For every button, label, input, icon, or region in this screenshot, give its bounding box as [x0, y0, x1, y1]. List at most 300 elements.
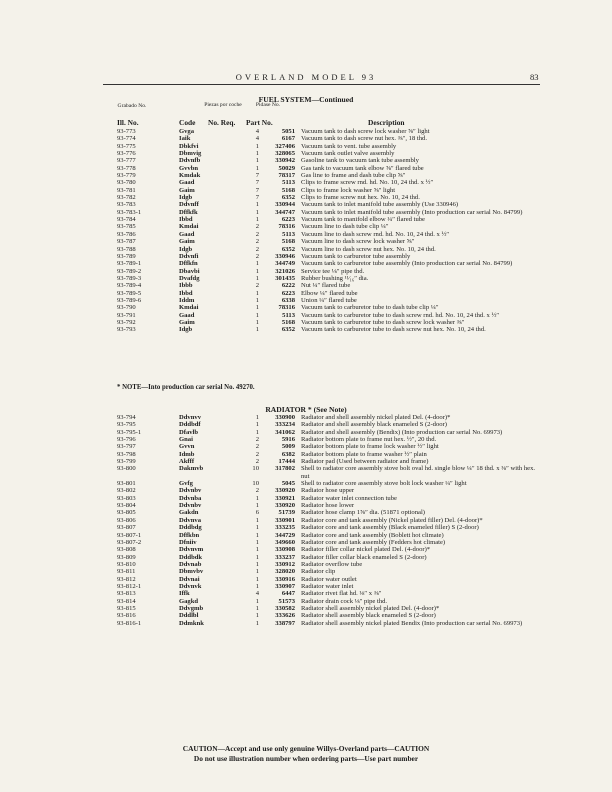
- description: Radiator shell assembly nickel plated Bendix (Into production car serial No. 69973): [301, 619, 523, 627]
- code-word: Ibbd: [179, 289, 193, 297]
- quantity: 1: [255, 216, 259, 224]
- code-word: Gaim: [179, 238, 195, 246]
- part-number: 327406: [275, 142, 295, 150]
- col-ill-spanish: Grabado No.: [117, 103, 147, 109]
- table-row: [117, 275, 545, 282]
- code-word: Dbmvig: [179, 150, 202, 158]
- part-number: 6338: [281, 296, 295, 304]
- ill-number: 93-800: [117, 465, 136, 473]
- code-word: Dbavbi: [179, 267, 200, 275]
- table-row: [117, 590, 545, 597]
- table-row: [117, 246, 545, 253]
- code-word: Gaim: [179, 318, 195, 326]
- table-row: [117, 187, 545, 194]
- code-word: Ddvnfi: [179, 252, 199, 260]
- table-row: [117, 524, 545, 531]
- description: Service tee ⅛″ pipe thd.: [301, 267, 365, 275]
- quantity: 2: [255, 223, 259, 231]
- quantity: 1: [255, 502, 259, 510]
- ill-number: 93-779: [117, 172, 136, 180]
- ill-number: 93-796: [117, 436, 136, 444]
- part-number: 341062: [275, 428, 295, 436]
- code-word: Ibbb: [179, 282, 193, 290]
- quantity: 1: [255, 553, 259, 561]
- part-number: 5113: [282, 230, 295, 238]
- part-number: 338797: [275, 619, 295, 627]
- quantity: 2: [255, 230, 259, 238]
- ill-number: 93-782: [117, 194, 136, 202]
- table-row: [117, 260, 545, 267]
- table-row: [117, 268, 545, 275]
- quantity: 1: [255, 142, 259, 150]
- ill-number: 93-780: [117, 179, 136, 187]
- part-number: 51573: [278, 597, 295, 605]
- part-number: 6223: [281, 216, 295, 224]
- ill-number: 93-775: [117, 142, 136, 150]
- description: Radiator core and tank assembly (Black enameled filler) S (2-door): [301, 524, 479, 532]
- quantity: 1: [255, 538, 259, 546]
- col-req-header: No. Req.: [208, 118, 236, 127]
- part-number: 349660: [275, 538, 295, 546]
- description: Radiator bottom plate to frame lock washer ½″ light: [301, 443, 439, 451]
- table-row: [117, 231, 545, 238]
- code-word: Dfavlb: [179, 428, 199, 436]
- quantity: 1: [255, 318, 259, 326]
- code-word: Iffk: [179, 590, 190, 598]
- code-word: Ddvnai: [179, 575, 200, 583]
- description: Gasoline tank to vacuum tank tube assembly: [301, 157, 419, 165]
- code-word: Dfniiv: [179, 538, 197, 546]
- table-row: [117, 532, 545, 539]
- code-word: Idmb: [179, 450, 195, 458]
- quantity: 4: [255, 590, 259, 598]
- description: Shell to radiator core assembly stove bolt oval hd. single blow ¼″ 18 thd. x ⅜″ with hex. nut: [301, 465, 536, 480]
- code-word: Gvga: [179, 128, 195, 135]
- table-row: [117, 157, 545, 164]
- quantity: 1: [255, 201, 259, 209]
- description: Vacuum tank to manifold elbow ¼″ flared tube: [301, 216, 425, 224]
- part-number: 330921: [275, 494, 295, 502]
- col-req-spanish: Piezas por coche: [204, 102, 242, 108]
- description: Radiator core and tank assembly (Boblett hot climate): [301, 531, 444, 539]
- table-row: [117, 179, 545, 186]
- part-number: 344749: [275, 260, 295, 268]
- quantity: 1: [255, 260, 259, 268]
- code-word: Idgb: [179, 326, 193, 334]
- table-row: [117, 451, 545, 458]
- description: Radiator hose upper: [301, 487, 355, 495]
- code-word: Ddmknk: [179, 619, 204, 627]
- part-number: 328065: [275, 150, 295, 158]
- quantity: 1: [255, 531, 259, 539]
- radiator-section-title: RADIATOR * (See Note): [265, 405, 347, 414]
- description: Gas line to frame and dash tube clip ⅝″: [301, 172, 406, 180]
- description: Radiator and shell assembly black enameled S (2-door): [301, 421, 447, 429]
- code-word: Ddvnvm: [179, 546, 204, 554]
- quantity: 7: [255, 179, 259, 187]
- table-row: [117, 165, 545, 172]
- description: Clips to frame lock washer ⅝″ light: [301, 186, 396, 194]
- part-number: 330946: [275, 252, 295, 260]
- code-word: Kmdai: [179, 223, 199, 231]
- table-row: [117, 201, 545, 208]
- part-number: 330900: [275, 414, 295, 421]
- table-row: [117, 517, 545, 524]
- ill-number: 93-792: [117, 318, 136, 326]
- description: Vacuum tank to carburetor tube to dash screw lock washer ⅜″: [301, 318, 465, 326]
- part-number: 5916: [281, 436, 295, 444]
- code-word: Gnai: [179, 436, 193, 444]
- part-number: 5168: [281, 318, 295, 326]
- description: Radiator hose lower: [301, 502, 355, 510]
- ill-number: 93-789-3: [117, 274, 142, 282]
- description: Vacuum tank to dash screw nut hex. ⅜″, 18 thd.: [301, 135, 427, 143]
- part-number: 5113: [282, 311, 295, 319]
- code-word: Dbmvbv: [179, 568, 204, 576]
- fuel-section-title: FUEL SYSTEM—Continued: [258, 95, 354, 104]
- table-row: [117, 546, 545, 553]
- quantity: 2: [255, 487, 259, 495]
- ill-number: 93-791: [117, 311, 136, 319]
- description: Radiator rivet flat hd. ⅛″ x ⅜″: [301, 590, 382, 598]
- description: Radiator shell assembly nickel plated Del. (4-door)*: [301, 604, 440, 612]
- ill-number: 93-812-1: [117, 582, 142, 590]
- description: Vacuum tank to dash screw lock washer ⅝″ light: [301, 128, 430, 135]
- quantity: 2: [255, 245, 259, 253]
- code-word: Gagkd: [179, 597, 199, 605]
- table-row: [117, 319, 545, 326]
- table-row: [117, 304, 545, 311]
- table-row: [117, 598, 545, 605]
- description: Radiator hose clamp 1⅝″ dia. (51871 optional): [301, 509, 425, 517]
- ill-number: 93-801: [117, 480, 136, 488]
- code-word: Ibbd: [179, 216, 193, 224]
- table-row: [117, 135, 545, 142]
- quantity: 2: [255, 282, 259, 290]
- ill-number: 93-805: [117, 509, 136, 517]
- part-number: 6222: [281, 282, 295, 290]
- ill-number: 93-809: [117, 553, 136, 561]
- quantity: 1: [255, 326, 259, 334]
- part-number: 6352: [281, 326, 295, 334]
- ill-number: 93-802: [117, 487, 136, 495]
- table-row: [117, 487, 545, 494]
- quantity: 2: [255, 436, 259, 444]
- quantity: 1: [255, 208, 259, 216]
- description: Radiator core and tank assembly (Fedders hot climate): [301, 538, 446, 546]
- description: Radiator water inlet: [301, 582, 354, 590]
- quantity: 1: [255, 289, 259, 297]
- quantity: 1: [255, 568, 259, 576]
- quantity: 7: [255, 186, 259, 194]
- part-number: 330901: [275, 516, 295, 524]
- table-row: [117, 253, 545, 260]
- part-number: 5051: [281, 128, 295, 135]
- part-number: 6447: [281, 590, 295, 598]
- table-row: [117, 194, 545, 201]
- ill-number: 93-794: [117, 414, 136, 421]
- quantity: 4: [255, 128, 259, 135]
- part-number: 317802: [275, 465, 295, 473]
- code-word: Ddvnba: [179, 494, 202, 502]
- table-row: [117, 216, 545, 223]
- ill-number: 93-810: [117, 560, 136, 568]
- ill-number: 93-778: [117, 164, 136, 172]
- code-word: Idgb: [179, 194, 193, 202]
- ill-number: 93-789: [117, 252, 136, 260]
- description: Clips to frame screw rnd. hd. No. 10, 24 thd. x ½″: [301, 179, 434, 187]
- code-word: Ddvnbv: [179, 487, 202, 495]
- ill-number: 93-797: [117, 443, 136, 451]
- table-row: [117, 297, 545, 304]
- part-number: 330916: [275, 575, 295, 583]
- description: Shell to radiator core assembly stove bolt lock washer ¼″ light: [301, 480, 467, 488]
- page-number: 83: [530, 72, 539, 82]
- quantity: 1: [255, 150, 259, 158]
- ill-number: 93-785: [117, 223, 136, 231]
- ill-number: 93-789-1: [117, 260, 142, 268]
- quantity: 2: [255, 458, 259, 466]
- table-row: [117, 414, 545, 421]
- table-row: [117, 238, 545, 245]
- part-number: 344747: [275, 208, 295, 216]
- ill-number: 93-803: [117, 494, 136, 502]
- table-row: [117, 282, 545, 289]
- quantity: 10: [252, 480, 259, 488]
- table-row: [117, 495, 545, 502]
- part-number: 328020: [275, 568, 295, 576]
- production-note: * NOTE—Into production car serial No. 49270.: [117, 384, 255, 391]
- part-number: 17444: [278, 458, 295, 466]
- col-part-header: Part No.: [246, 118, 273, 127]
- table-row: [117, 143, 545, 150]
- quantity: 1: [255, 274, 259, 282]
- part-number: 50029: [278, 164, 295, 172]
- quantity: 1: [255, 575, 259, 583]
- description: Vacuum tank to carburetor tube assembly: [301, 252, 411, 260]
- quantity: 1: [255, 597, 259, 605]
- table-row: [117, 583, 545, 590]
- part-number: 344729: [275, 531, 295, 539]
- quantity: 4: [255, 135, 259, 143]
- table-row: [117, 509, 545, 516]
- part-number: 5009: [281, 443, 295, 451]
- code-word: Dakmvb: [179, 465, 204, 473]
- ill-number: 93-789-5: [117, 289, 142, 297]
- ill-number: 93-813: [117, 590, 136, 598]
- code-word: Ddvnbv: [179, 502, 202, 510]
- code-word: Kmdai: [179, 304, 199, 312]
- table-row: [117, 290, 545, 297]
- ill-number: 93-789-4: [117, 282, 142, 290]
- description: Rubber bushing ¹¹⁄₁₆″ dia.: [301, 274, 369, 282]
- ill-number: 93-773: [117, 128, 136, 135]
- ill-number: 93-786: [117, 230, 136, 238]
- quantity: 1: [255, 296, 259, 304]
- ill-number: 93-784: [117, 216, 136, 224]
- part-number: 5045: [281, 480, 295, 488]
- code-word: Ddvnva: [179, 516, 201, 524]
- description: Vacuum tank to carburetor tube to dash tube clip ¼″: [301, 304, 439, 312]
- table-row: [117, 502, 545, 509]
- ill-number: 93-814: [117, 597, 136, 605]
- quantity: 1: [255, 619, 259, 627]
- table-row: [117, 128, 545, 135]
- code-word: Dbkfvi: [179, 142, 199, 150]
- part-number: 78316: [278, 304, 295, 312]
- table-row: [117, 326, 545, 333]
- fuel-parts-table: [117, 128, 545, 334]
- quantity: 1: [255, 546, 259, 554]
- description: Radiator core and tank assembly (Nickel plated filler) Del. (4-door)*: [301, 516, 483, 524]
- description: Radiator water outlet: [301, 575, 357, 583]
- ill-number: 93-783: [117, 201, 136, 209]
- description: Radiator overflow tube: [301, 560, 363, 568]
- code-word: Dffkfk: [179, 208, 198, 216]
- quantity: 1: [255, 164, 259, 172]
- description: Vacuum line to dash screw nut hex. No. 10, 24 thd.: [301, 245, 436, 253]
- description: Vacuum tank to inlet manifold tube assembly (Into production car serial No. 84799): [301, 208, 523, 216]
- ill-number: 93-812: [117, 575, 136, 583]
- quantity: 2: [255, 252, 259, 260]
- table-row: [117, 150, 545, 157]
- quantity: 1: [255, 414, 259, 421]
- code-word: Gvvn: [179, 443, 195, 451]
- quantity: 2: [255, 443, 259, 451]
- code-word: Dddbdg: [179, 524, 202, 532]
- table-row: [117, 568, 545, 575]
- part-number: 330907: [275, 582, 295, 590]
- part-number: 333237: [275, 553, 295, 561]
- table-row: [117, 209, 545, 216]
- description: Radiator clip: [301, 568, 336, 576]
- ill-number: 93-816-1: [117, 619, 142, 627]
- quantity: 1: [255, 516, 259, 524]
- quantity: 1: [255, 428, 259, 436]
- ill-number: 93-807: [117, 524, 136, 532]
- table-row: [117, 436, 545, 443]
- table-row: [117, 576, 545, 583]
- ill-number: 93-783-1: [117, 208, 142, 216]
- ill-number: 93-799: [117, 458, 136, 466]
- table-row: [117, 480, 545, 487]
- part-number: 330920: [275, 502, 295, 510]
- part-number: 6352: [281, 194, 295, 202]
- code-word: Iaik: [179, 135, 191, 143]
- quantity: 2: [255, 238, 259, 246]
- quantity: 1: [255, 524, 259, 532]
- table-row: [117, 312, 545, 319]
- description: Radiator shell assembly black enameled S (2-door): [301, 612, 436, 620]
- code-word: Kmdak: [179, 172, 201, 180]
- code-word: Ddvnab: [179, 560, 202, 568]
- ill-number: 93-795: [117, 421, 136, 429]
- ill-number: 93-776: [117, 150, 136, 158]
- col-part-spanish: Pidase No.: [255, 102, 281, 108]
- description: Radiator filler collar black enameled S (2-door): [301, 553, 427, 561]
- code-word: Akfff: [179, 458, 195, 466]
- code-word: Gaim: [179, 186, 195, 194]
- quantity: 1: [255, 421, 259, 429]
- code-word: Iddm: [179, 296, 195, 304]
- part-number: 78317: [278, 172, 295, 180]
- quantity: 1: [255, 267, 259, 275]
- part-number: 330920: [275, 487, 295, 495]
- part-number: 78316: [278, 223, 295, 231]
- code-word: Ddvnvk: [179, 582, 202, 590]
- quantity: 1: [255, 604, 259, 612]
- ill-number: 93-804: [117, 502, 136, 510]
- code-word: Idgb: [179, 245, 193, 253]
- ill-number: 93-795-1: [117, 428, 142, 436]
- part-number: 6223: [281, 289, 295, 297]
- part-number: 330944: [275, 201, 295, 209]
- code-word: Dddbdk: [179, 553, 203, 561]
- col-code-header: Code: [179, 118, 196, 127]
- quantity: 1: [255, 304, 259, 312]
- ill-number: 93-807-2: [117, 538, 142, 546]
- part-number: 321026: [275, 267, 295, 275]
- part-number: 333235: [275, 524, 295, 532]
- ill-number: 93-781: [117, 186, 136, 194]
- ill-number: 93-807-1: [117, 531, 142, 539]
- quantity: 1: [255, 494, 259, 502]
- code-word: Dvafdg: [179, 274, 200, 282]
- quantity: 1: [255, 157, 259, 165]
- ill-number: 93-811: [117, 568, 136, 576]
- table-row: [117, 561, 545, 568]
- description: Elbow ¼″ flared tube: [301, 289, 358, 297]
- ill-number: 93-789-2: [117, 267, 142, 275]
- ill-number: 93-787: [117, 238, 136, 246]
- table-row: [117, 554, 545, 561]
- code-word: Gaad: [179, 230, 195, 238]
- part-number: 330582: [275, 604, 295, 612]
- part-number: 5168: [281, 238, 295, 246]
- code-word: Ddvnfb: [179, 157, 201, 165]
- code-word: Ddvnvv: [179, 414, 201, 421]
- ill-number: 93-808: [117, 546, 136, 554]
- part-number: 301435: [275, 274, 295, 282]
- description: Union ¼″ flared tube: [301, 296, 357, 304]
- description: Vacuum tank to inlet manifold tube assembly (Use 330946): [301, 201, 459, 209]
- part-number: 330942: [275, 157, 295, 165]
- part-number: 6167: [281, 135, 295, 143]
- description: Radiator bottom plate to frame washer ½″ plain: [301, 450, 427, 458]
- code-word: Gaad: [179, 311, 195, 319]
- code-word: Gaad: [179, 179, 195, 187]
- part-number: 51739: [278, 509, 295, 517]
- quantity: 6: [255, 509, 259, 517]
- quantity: 1: [255, 612, 259, 620]
- table-row: [117, 443, 545, 450]
- description: Radiator and shell assembly (Bendix) (Into production car serial No. 69973): [301, 428, 503, 436]
- table-row: [117, 605, 545, 612]
- description: Gas tank to vacuum tank elbow ⅝″ flared tube: [301, 164, 424, 172]
- description: Vacuum tank to vent. tube assembly: [301, 142, 397, 150]
- table-row: [117, 620, 545, 627]
- ill-number: 93-815: [117, 604, 136, 612]
- part-number: 333234: [275, 421, 295, 429]
- quantity: 2: [255, 450, 259, 458]
- description: Radiator and shell assembly nickel plated Del. (4-door)*: [301, 414, 451, 421]
- code-word: Gvfg: [179, 480, 193, 488]
- ill-number: 93-788: [117, 245, 136, 253]
- table-row: [117, 612, 545, 619]
- ill-number: 93-790: [117, 304, 136, 312]
- col-desc-header: Description: [368, 118, 405, 127]
- table-row: [117, 223, 545, 230]
